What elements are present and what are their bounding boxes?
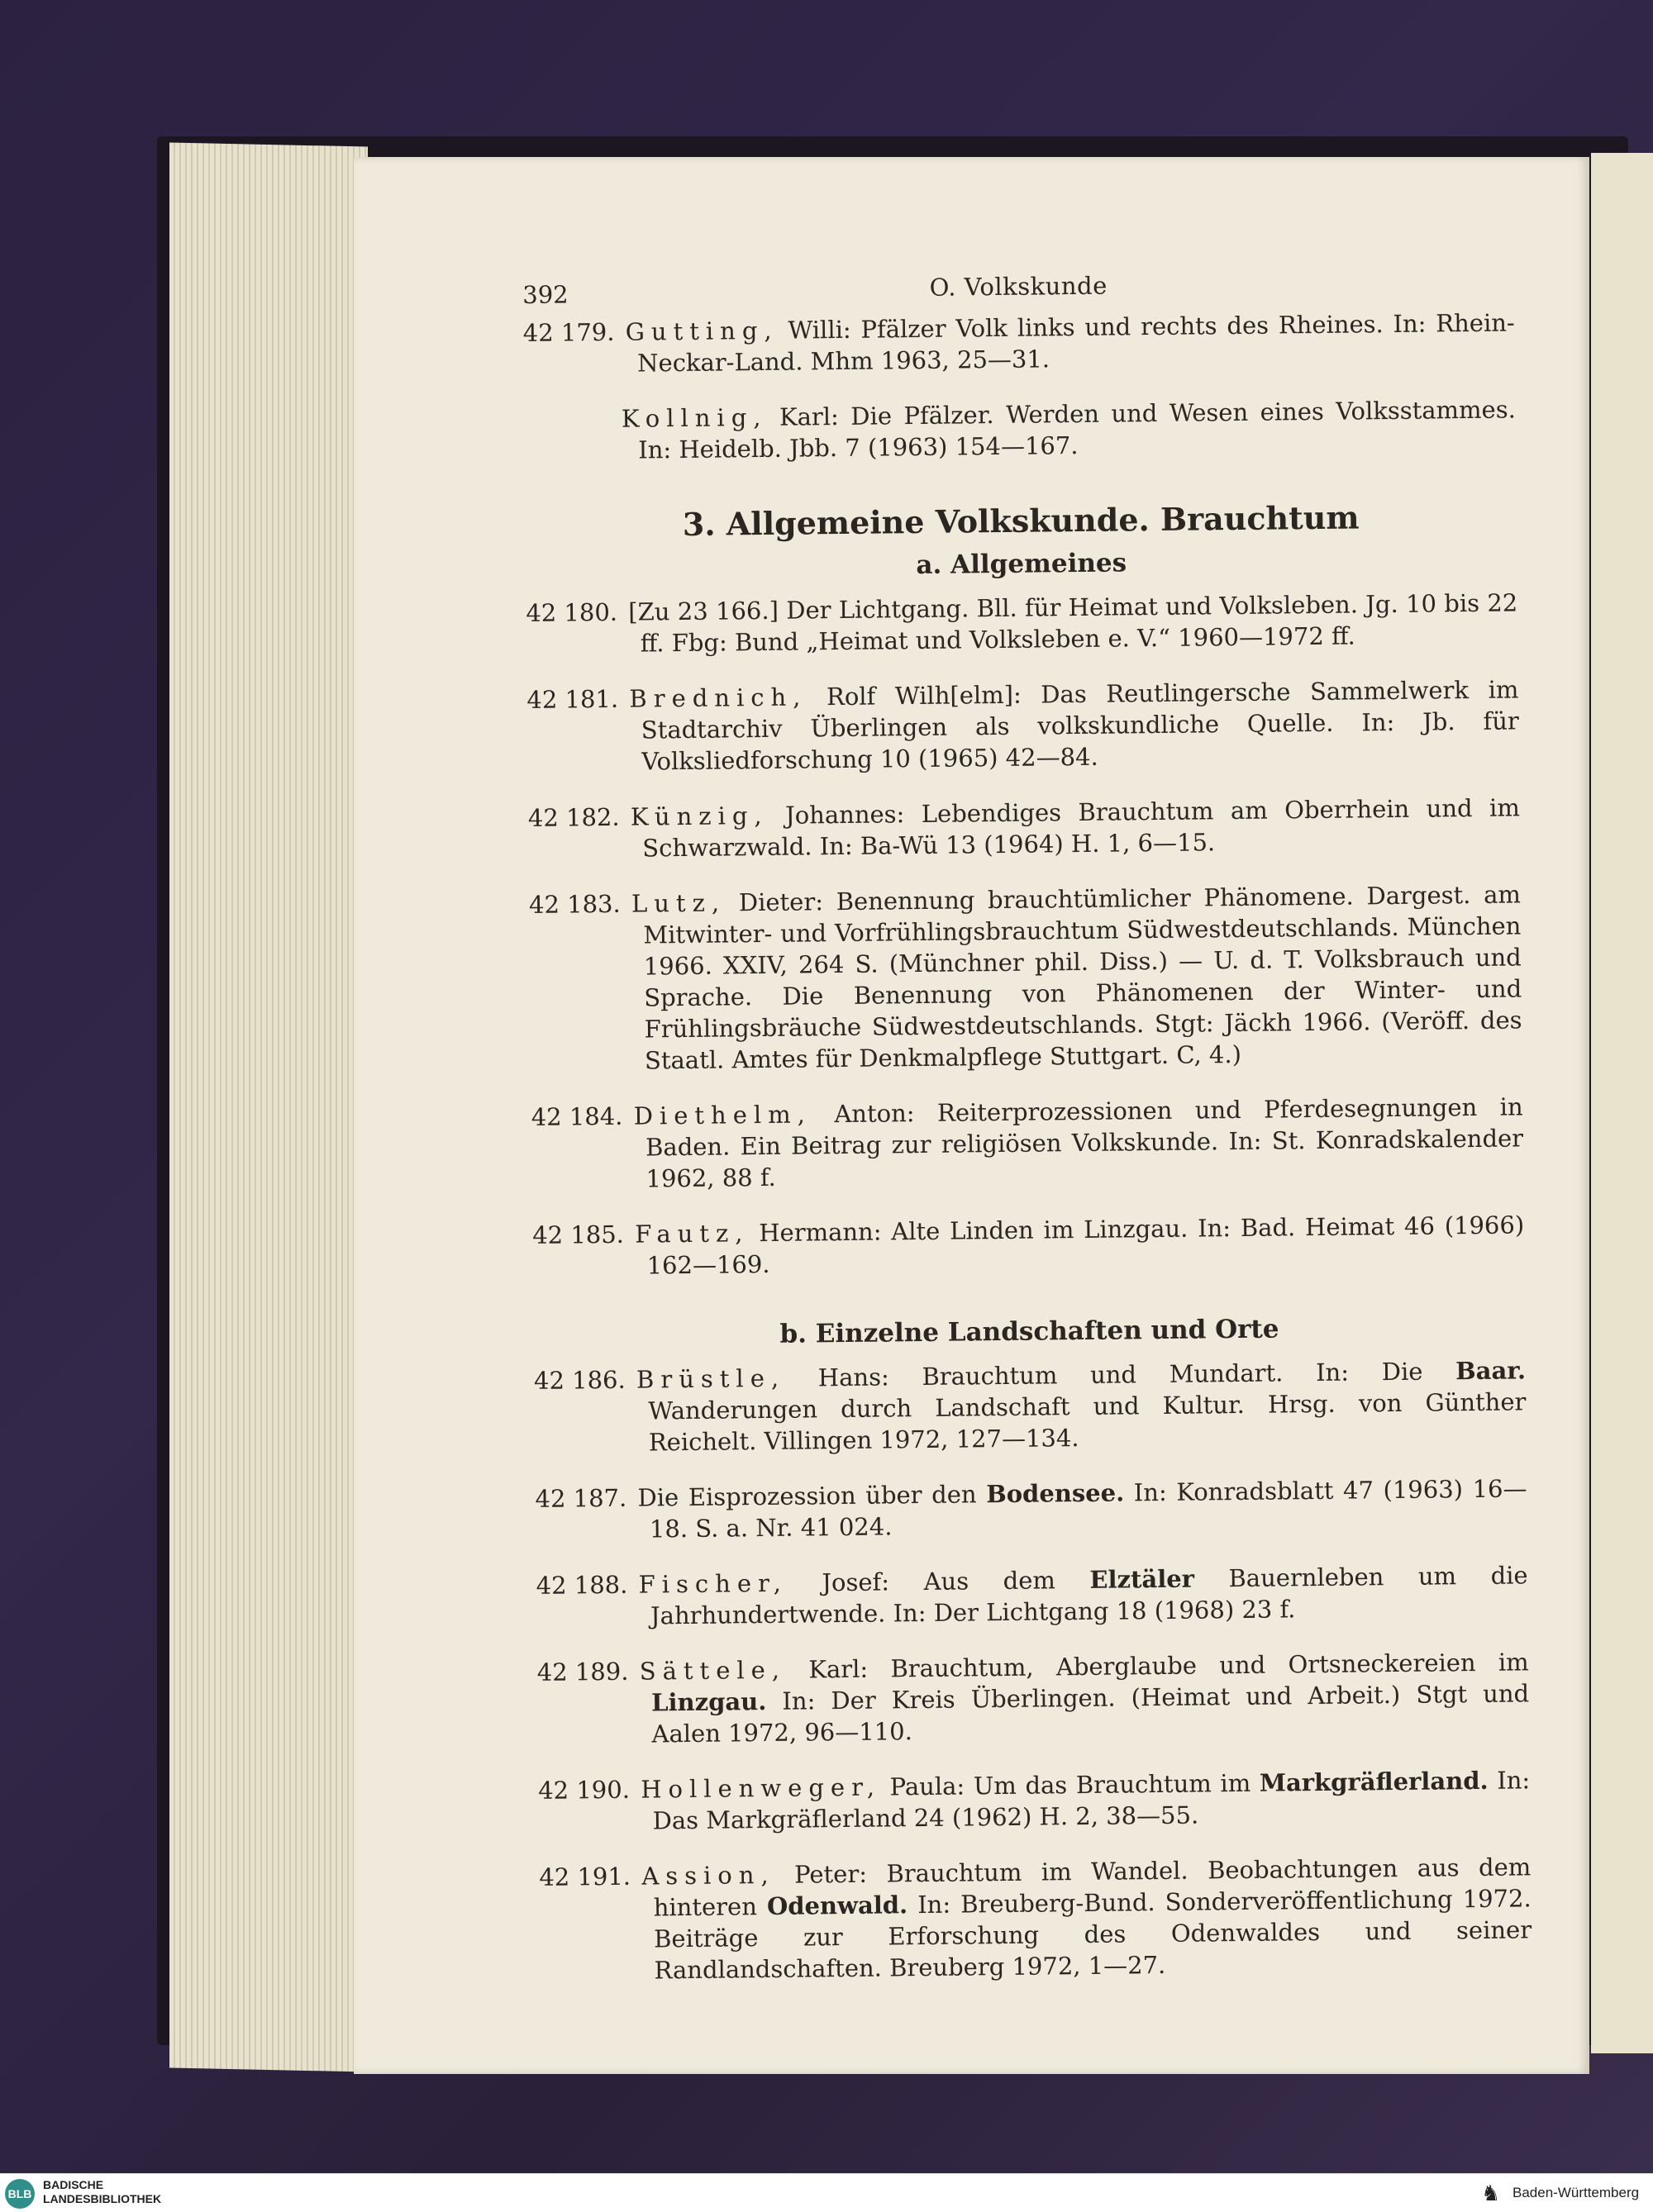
page-stack-edges	[169, 142, 368, 2072]
entry-number: 42 179.	[522, 317, 615, 347]
entry-number: 42 180.	[526, 597, 618, 627]
page-text	[522, 260, 1532, 2010]
bib-entry-42181	[526, 673, 1519, 778]
entry-text: [Zu 23 166.] Der Lichtgang. Bll. für Heimat und Volksleben. Jg. 10 bis 22 ff. Fbg: Bund „Heimat und Volksleben e. V.“ 1960—1972 ff.	[628, 588, 1518, 658]
library-name-line2: LANDESBIBLIOTHEK	[43, 2192, 162, 2205]
bib-entry-42191	[539, 1851, 1532, 1987]
entry-author: Hollenweger,	[641, 1772, 882, 1804]
entry-text: Paula: Um das Brauchtum im	[880, 1768, 1260, 1801]
entry-text: In: Konradsblatt 47 (1963) 16—18. S. a. Nr. 41 024.	[649, 1474, 1527, 1544]
entry-place-bold: Markgräflerland.	[1259, 1766, 1489, 1797]
entry-author: Fischer,	[638, 1568, 788, 1599]
entry-author: Brüstle,	[636, 1363, 786, 1394]
entry-text: Peter: Brauchtum im Wandel. Beobachtungen aus dem hinteren	[653, 1853, 1532, 1922]
entry-text: Bauernleben um die Jahrhundertwende. In: Der Lichtgang 18 (1968) 23 f.	[650, 1561, 1528, 1630]
bib-entry-42184	[531, 1091, 1524, 1196]
entry-number: 42 191.	[539, 1862, 631, 1891]
entry-text: Wanderungen durch Landschaft und Kultur. Hrsg. von Günther Reichelt. Villingen 1972, 127—134.	[648, 1387, 1527, 1457]
state-label[interactable]: Baden-Württemberg	[1512, 2185, 1640, 2200]
entry-number: 42 184.	[531, 1101, 623, 1131]
entry-number: 42 188.	[536, 1570, 628, 1600]
entry-text: In: Breuberg-Bund. Sonderveröffentlichung 1972. Beiträge zur Erforschung des Odenwaldes und seiner Randlandschaften. Breuberg 1972, 1—27.	[653, 1884, 1532, 1985]
state-lions-icon: ♞	[1481, 2181, 1501, 2205]
entry-author: Künzig,	[630, 801, 769, 831]
bib-entry-42185	[532, 1209, 1525, 1282]
entry-number: 42 183.	[528, 889, 621, 919]
bib-entry-42188	[536, 1559, 1528, 1633]
bib-entry-42182	[528, 792, 1521, 865]
entry-text: Rolf Wilh[elm]: Das Reutlingersche Sammelwerk im Stadtarchiv Überlingen als volkskundliche Quelle. In: Jb. für Volksliedforschung 10 (1965) 42—84.	[641, 675, 1519, 776]
entry-text: Karl: Die Pfälzer. Werden und Wesen eines Volksstammes. In: Heidelb. Jbb. 7 (1963) 154—167.	[638, 395, 1516, 464]
entry-author: Assion,	[641, 1860, 775, 1891]
entry-text: Willi: Pfälzer Volk links und rechts des Rheines. In: Rhein-Neckar-Land. Mhm 1963, 25—31.	[636, 308, 1515, 378]
entry-place-bold: Baar.	[1455, 1356, 1527, 1386]
bib-entry-42179-continuation	[524, 393, 1517, 467]
entry-text: In: Das Markgräflerland 24 (1962) H. 2, 38—55.	[652, 1766, 1531, 1835]
entry-number: 42 187.	[535, 1483, 627, 1513]
entry-number: 42 181.	[526, 684, 619, 714]
entry-author: Kollnig,	[621, 402, 768, 433]
entry-author: Fautz,	[635, 1219, 750, 1249]
entry-text: Hans: Brauchtum und Mundart. In: Die	[784, 1357, 1456, 1392]
page-number: 392	[522, 280, 569, 309]
running-head: O. Volkskunde	[929, 271, 1108, 302]
entry-number: 42 190.	[538, 1775, 631, 1805]
bib-entry-42190	[538, 1764, 1531, 1838]
entry-text: Die Eisprozession über den	[637, 1480, 987, 1512]
entry-number: 42 189.	[536, 1657, 629, 1686]
viewer-footer-bar	[0, 2173, 1653, 2212]
entry-author: Brednich,	[629, 683, 807, 713]
bib-entry-42183	[529, 878, 1522, 1077]
entry-author: Lutz,	[631, 888, 726, 918]
library-name-line1: BADISCHE	[43, 2178, 104, 2191]
entry-text: In: Der Kreis Überlingen. (Heimat und Arbeit.) Stgt und Aalen 1972, 96—110.	[651, 1679, 1530, 1748]
subsection-title-b: b. Einzelne Landschaften und Orte	[779, 1314, 1279, 1349]
entry-number: 42 185.	[532, 1220, 625, 1249]
entry-place-bold: Elztäler	[1089, 1564, 1195, 1594]
library-name[interactable]	[43, 2178, 161, 2206]
bib-entry-42187	[535, 1472, 1527, 1546]
blb-logo-icon[interactable]: BLB	[5, 2179, 35, 2209]
entry-number: 42 182.	[527, 802, 620, 832]
entry-number: 42 186.	[533, 1365, 626, 1395]
entry-text: Josef: Aus dem	[787, 1565, 1090, 1597]
section-title: 3. Allgemeine Volkskunde. Brauchtum	[682, 498, 1360, 543]
bib-entry-42180	[526, 587, 1518, 660]
entry-text: Karl: Brauchtum, Aberglaube und Ortsneckereien im	[785, 1648, 1529, 1684]
facing-page-edge	[1591, 153, 1653, 2053]
bib-entry-42186	[534, 1354, 1527, 1459]
bib-entry-42189	[537, 1646, 1530, 1751]
subsection-title-a: a. Allgemeines	[916, 548, 1127, 581]
entry-text: Anton: Reiterprozessionen und Pferdesegnungen in Baden. Ein Beitrag zur religiösen Volkskunde. In: St. Konradskalender 1962, 88 f.	[645, 1092, 1524, 1193]
entry-text: Hermann: Alte Linden im Linzgau. In: Bad. Heimat 46 (1966) 162—169.	[646, 1211, 1525, 1280]
entry-author: Sättele,	[639, 1655, 787, 1686]
entry-place-bold: Linzgau.	[650, 1687, 767, 1717]
entry-place-bold: Odenwald.	[766, 1891, 908, 1921]
entry-author: Gutting,	[625, 316, 779, 346]
bib-entry-42179	[523, 307, 1516, 380]
entry-text: Dieter: Benennung brauchtümlicher Phänomene. Dargest. am Mitwinter- und Vorfrühlingsbrauchtum Südwestdeutschlands. München 1966. XXIV, 264 S. (Münchner phil. Diss.) — U. d. T. Volksbrauch und Sprache. Die Benennung von Phänomenen der Winter- und Frühlingsbräuche Südwestdeutschlands. Stgt: Jäckh 1966. (Veröff. des Staatl. Amtes für Denkmalpflege Stuttgart. C, 4.)	[643, 880, 1522, 1075]
entry-place-bold: Bodensee.	[986, 1478, 1125, 1509]
entry-text: Johannes: Lebendiges Brauchtum am Oberrhein und im Schwarzwald. In: Ba-Wü 13 (1964) H. 1, 6—15.	[642, 793, 1521, 863]
entry-author: Diethelm,	[633, 1100, 812, 1130]
